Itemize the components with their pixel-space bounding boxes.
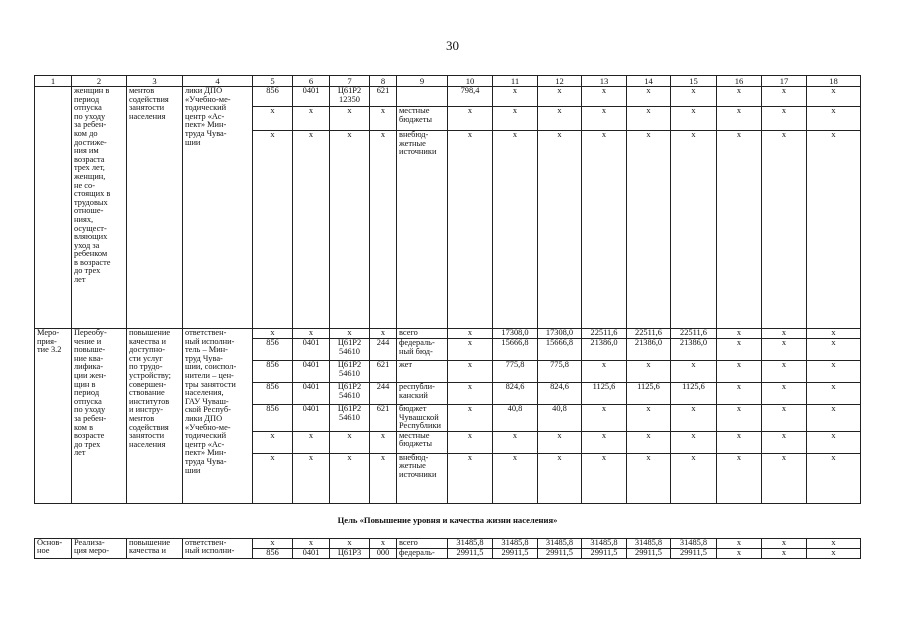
data-cell: всего xyxy=(397,538,448,548)
data-cell: x xyxy=(370,431,397,453)
data-cell: 21386,0 xyxy=(582,339,627,361)
data-cell: 0401 xyxy=(293,383,330,405)
data-cell: x xyxy=(717,131,762,329)
data-cell: x xyxy=(538,107,582,131)
data-cell: x xyxy=(253,107,293,131)
data-cell: x xyxy=(762,538,807,548)
data-cell: 000 xyxy=(370,548,397,558)
data-cell: x xyxy=(448,329,493,339)
data-cell: 775,8 xyxy=(538,361,582,383)
data-cell: x xyxy=(493,107,538,131)
data-cell: 1125,6 xyxy=(671,383,717,405)
data-cell: жет xyxy=(397,361,448,383)
data-cell: 856 xyxy=(253,361,293,383)
data-cell: 29911,5 xyxy=(671,548,717,558)
data-cell: x xyxy=(293,107,330,131)
column-number: 6 xyxy=(293,76,330,87)
data-cell: 1125,6 xyxy=(582,383,627,405)
data-cell: 17308,0 xyxy=(493,329,538,339)
data-cell: 798,4 xyxy=(448,87,493,107)
merged-text-cell: ответствен- ный исполни- xyxy=(183,538,253,558)
merged-text-cell: лики ДПО «Учебно-ме- тодический центр «Ас- пект» Мин- труда Чува- шии xyxy=(183,87,253,329)
data-cell: x xyxy=(493,453,538,503)
data-cell: x xyxy=(627,453,671,503)
data-cell: всего xyxy=(397,329,448,339)
data-cell: 775,8 xyxy=(493,361,538,383)
data-cell: x xyxy=(448,339,493,361)
data-cell: x xyxy=(330,131,370,329)
data-cell: 0401 xyxy=(293,339,330,361)
data-cell: x xyxy=(582,107,627,131)
data-cell: 621 xyxy=(370,87,397,107)
table-row xyxy=(35,329,861,339)
data-cell: x xyxy=(717,361,762,383)
data-cell: местные бюджеты xyxy=(397,107,448,131)
column-number: 7 xyxy=(330,76,370,87)
data-cell: x xyxy=(493,131,538,329)
data-cell: Ц61Р2 12350 xyxy=(330,87,370,107)
merged-text-cell: Реализа- ция меро- xyxy=(72,538,127,558)
data-cell: x xyxy=(330,107,370,131)
data-cell: x xyxy=(807,87,861,107)
data-cell: местные бюджеты xyxy=(397,431,448,453)
data-cell: x xyxy=(293,329,330,339)
data-cell: федераль- xyxy=(397,548,448,558)
data-cell: x xyxy=(807,453,861,503)
data-cell: x xyxy=(671,87,717,107)
data-cell: x xyxy=(807,361,861,383)
data-cell: 621 xyxy=(370,361,397,383)
data-cell: x xyxy=(448,131,493,329)
data-cell: x xyxy=(370,453,397,503)
data-cell: 244 xyxy=(370,339,397,361)
data-cell: 29911,5 xyxy=(493,548,538,558)
data-cell: x xyxy=(671,361,717,383)
data-cell: x xyxy=(762,329,807,339)
table-body xyxy=(35,76,861,559)
data-cell: x xyxy=(627,361,671,383)
data-cell: x xyxy=(807,383,861,405)
data-cell: x xyxy=(671,405,717,432)
data-cell: x xyxy=(807,339,861,361)
data-cell: 0401 xyxy=(293,405,330,432)
data-cell: 856 xyxy=(253,339,293,361)
data-cell: x xyxy=(582,87,627,107)
data-cell: 31485,8 xyxy=(671,538,717,548)
column-number: 17 xyxy=(762,76,807,87)
merged-text-cell xyxy=(35,87,72,329)
data-cell: 31485,8 xyxy=(582,538,627,548)
data-cell: 0401 xyxy=(293,361,330,383)
data-cell: x xyxy=(717,329,762,339)
data-cell: x xyxy=(253,453,293,503)
data-cell: 0401 xyxy=(293,548,330,558)
data-cell: 21386,0 xyxy=(627,339,671,361)
column-number: 9 xyxy=(397,76,448,87)
data-cell: x xyxy=(538,453,582,503)
data-cell: x xyxy=(293,453,330,503)
data-cell: x xyxy=(582,431,627,453)
data-cell: x xyxy=(717,405,762,432)
data-cell: 15666,8 xyxy=(538,339,582,361)
data-cell: 29911,5 xyxy=(538,548,582,558)
data-cell: x xyxy=(807,329,861,339)
data-cell: x xyxy=(538,431,582,453)
data-cell: x xyxy=(762,131,807,329)
data-cell: бюджет Чувашской Республики xyxy=(397,405,448,432)
table-row xyxy=(35,538,861,548)
data-cell: x xyxy=(627,405,671,432)
data-cell: x xyxy=(671,107,717,131)
data-cell: Ц61Р2 54610 xyxy=(330,339,370,361)
data-cell: x xyxy=(370,131,397,329)
data-cell: x xyxy=(370,107,397,131)
data-cell: 21386,0 xyxy=(671,339,717,361)
data-cell: x xyxy=(717,431,762,453)
data-cell: 0401 xyxy=(293,87,330,107)
merged-text-cell: Основ- ное xyxy=(35,538,72,558)
data-cell: 244 xyxy=(370,383,397,405)
data-cell: 15666,8 xyxy=(493,339,538,361)
column-number: 8 xyxy=(370,76,397,87)
data-cell: x xyxy=(253,131,293,329)
data-cell: 856 xyxy=(253,548,293,558)
merged-text-cell: Меро- прия- тие 3.2 xyxy=(35,329,72,504)
data-cell: x xyxy=(253,538,293,548)
data-cell: x xyxy=(330,538,370,548)
data-cell: x xyxy=(717,538,762,548)
data-cell: x xyxy=(253,431,293,453)
data-cell: x xyxy=(671,131,717,329)
data-cell: x xyxy=(253,329,293,339)
data-cell: 621 xyxy=(370,405,397,432)
column-number: 2 xyxy=(72,76,127,87)
data-cell: x xyxy=(762,383,807,405)
goal-row xyxy=(35,503,861,538)
data-cell: x xyxy=(493,431,538,453)
data-cell: федераль- ный бюд- xyxy=(397,339,448,361)
data-cell: x xyxy=(582,131,627,329)
data-cell: x xyxy=(627,107,671,131)
data-cell: x xyxy=(448,405,493,432)
column-number: 4 xyxy=(183,76,253,87)
data-cell: x xyxy=(717,548,762,558)
merged-text-cell: повышение качества и xyxy=(127,538,183,558)
data-cell: Ц61Р2 54610 xyxy=(330,405,370,432)
data-cell: x xyxy=(717,87,762,107)
data-cell: 31485,8 xyxy=(493,538,538,548)
header-row xyxy=(35,76,861,87)
data-cell: 22511,6 xyxy=(671,329,717,339)
data-cell: x xyxy=(762,431,807,453)
data-cell: x xyxy=(448,431,493,453)
data-cell: x xyxy=(448,383,493,405)
data-cell: x xyxy=(671,453,717,503)
goal-title: Цель «Повышение уровня и качества жизни населения» xyxy=(35,503,861,538)
column-number: 12 xyxy=(538,76,582,87)
column-number: 3 xyxy=(127,76,183,87)
table-row xyxy=(35,87,861,107)
column-number: 13 xyxy=(582,76,627,87)
data-cell: x xyxy=(582,453,627,503)
data-cell: 31485,8 xyxy=(448,538,493,548)
column-number: 5 xyxy=(253,76,293,87)
data-cell: республи- канский xyxy=(397,383,448,405)
data-cell: 22511,6 xyxy=(582,329,627,339)
data-cell: x xyxy=(807,107,861,131)
data-cell: 22511,6 xyxy=(627,329,671,339)
data-cell: x xyxy=(807,538,861,548)
data-cell: x xyxy=(293,431,330,453)
data-cell: 824,6 xyxy=(538,383,582,405)
data-cell: x xyxy=(717,453,762,503)
merged-text-cell: женщин в период отпуска по уходу за ребен- ком до достиже- ния им возраста трех лет, женщин, не со- стоящих в трудовых отноше- ниях, осущест- вляющих уход за ребенком в возрасте до трех лет xyxy=(72,87,127,329)
data-cell: x xyxy=(762,107,807,131)
data-cell: x xyxy=(293,131,330,329)
data-cell: x xyxy=(807,548,861,558)
page-number: 30 xyxy=(446,38,459,53)
merged-text-cell: повышение качества и доступно- сти услуг по трудо- устройству; совершен- ствование институтов и инстру- ментов содействия занятости населения xyxy=(127,329,183,504)
data-cell: x xyxy=(717,107,762,131)
data-cell: x xyxy=(671,431,717,453)
data-cell: x xyxy=(627,431,671,453)
data-cell: x xyxy=(717,383,762,405)
data-cell: 29911,5 xyxy=(627,548,671,558)
column-number: 15 xyxy=(671,76,717,87)
data-cell: x xyxy=(627,87,671,107)
data-cell: x xyxy=(538,87,582,107)
column-number: 18 xyxy=(807,76,861,87)
data-cell: x xyxy=(762,339,807,361)
data-cell: x xyxy=(448,453,493,503)
column-number: 1 xyxy=(35,76,72,87)
data-cell: x xyxy=(582,405,627,432)
data-cell: 856 xyxy=(253,383,293,405)
data-cell: x xyxy=(582,361,627,383)
column-number: 14 xyxy=(627,76,671,87)
data-cell: 29911,5 xyxy=(582,548,627,558)
column-number: 10 xyxy=(448,76,493,87)
merged-text-cell: ответствен- ный исполни- тель – Мин- труд Чува- шии, соиспол- нители – цен- тры занятости населения, ГАУ Чуваш- ской Респуб- лики ДПО «Учебно-ме- тодический центр «Ас- пект» Мин- труда Чува- шии xyxy=(183,329,253,504)
data-cell: 824,6 xyxy=(493,383,538,405)
data-cell: x xyxy=(627,131,671,329)
data-cell: 856 xyxy=(253,405,293,432)
data-cell: x xyxy=(448,361,493,383)
data-cell: x xyxy=(370,329,397,339)
data-cell: x xyxy=(807,431,861,453)
data-cell: Ц61Р3 xyxy=(330,548,370,558)
data-cell: x xyxy=(762,361,807,383)
budget-table xyxy=(34,75,861,559)
data-cell: x xyxy=(293,538,330,548)
merged-text-cell: Переобу- чение и повыше- ние ква- лифика- ции жен- щин в период отпуска по уходу за ребен- ком в возрасте до трех лет xyxy=(72,329,127,504)
data-cell: 1125,6 xyxy=(627,383,671,405)
data-cell: x xyxy=(762,548,807,558)
data-cell: 31485,8 xyxy=(627,538,671,548)
data-cell: x xyxy=(807,405,861,432)
data-cell: внебюд- жетные источники xyxy=(397,131,448,329)
data-cell: x xyxy=(762,453,807,503)
data-cell: x xyxy=(762,405,807,432)
data-cell: x xyxy=(762,87,807,107)
data-cell: 40,8 xyxy=(493,405,538,432)
data-cell: 29911,5 xyxy=(448,548,493,558)
data-cell: x xyxy=(330,431,370,453)
data-cell: 17308,0 xyxy=(538,329,582,339)
data-cell: x xyxy=(717,339,762,361)
data-cell: 40,8 xyxy=(538,405,582,432)
data-cell: x xyxy=(493,87,538,107)
column-number: 11 xyxy=(493,76,538,87)
data-cell: x xyxy=(538,131,582,329)
data-cell: 31485,8 xyxy=(538,538,582,548)
data-cell: x xyxy=(370,538,397,548)
data-cell: внебюд- жетные источники xyxy=(397,453,448,503)
data-cell xyxy=(397,87,448,107)
column-number: 16 xyxy=(717,76,762,87)
merged-text-cell: ментов содействия занятости населения xyxy=(127,87,183,329)
data-cell: x xyxy=(330,329,370,339)
data-cell: x xyxy=(330,453,370,503)
data-cell: Ц61Р2 54610 xyxy=(330,383,370,405)
data-cell: x xyxy=(448,107,493,131)
data-cell: Ц61Р2 54610 xyxy=(330,361,370,383)
data-cell: 856 xyxy=(253,87,293,107)
data-cell: x xyxy=(807,131,861,329)
